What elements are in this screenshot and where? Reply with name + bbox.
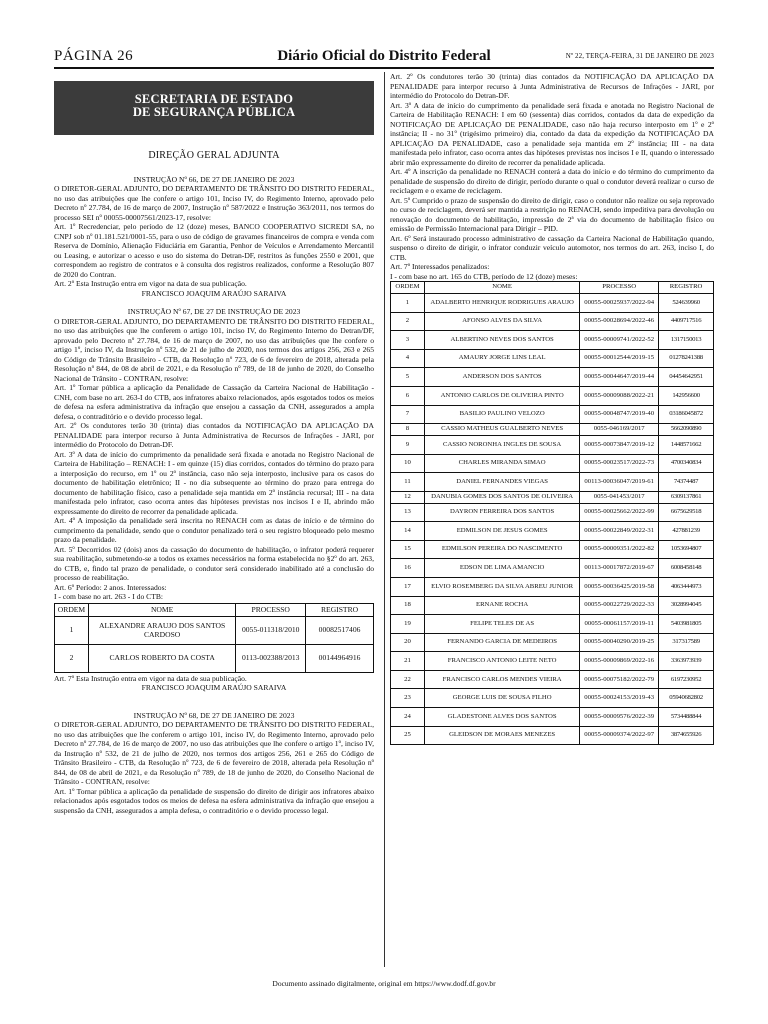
instruction-68-art5: Art. 5º Cumprido o prazo de suspensão do direito de dirigir, caso o condutor não realize ou seja reprovado no curso de reciclagem, deverá ser mantida a restrição no RENACH, sendo impeditiva para devolução ou renovação do documento de habilitação, impressão de 2ª via do documento de habilitação físico ou emissão de Permissão Internacional para Dirigir – PID. [390,195,714,233]
left-column [54,72,374,815]
cell-registro: 04454642951 [659,368,714,387]
cell-ordem: 11 [391,473,425,492]
cell-nome: ELVIO ROSEMBERG DA SILVA ABREU JUNIOR [424,577,579,596]
cell-processo: 00055-00009374/2022-97 [580,726,659,745]
instruction-67-signer: FRANCISCO JOAQUIM ARAÚJO SARAIVA [141,683,287,692]
cell-nome: ANTONIO CARLOS DE OLIVEIRA PINTO [424,386,579,405]
instruction-67-art1: Art. 1º Tornar pública a aplicação da Penalidade de Cassação da Carteira Nacional de Habilitação - CNH, com base no art. 263-I do CTB, aos infratores abaixo relacionados, após esgotados todos os meios de defesa na esfera administrativa da infração que ensejou a cassação da CNH, assegurados a ampla defesa, o contraditório e o devido processo legal. [54,383,374,421]
cell-nome: DAYRON FERREIRA DOS SANTOS [424,503,579,522]
cell-ordem: 21 [391,652,425,671]
cell-ordem: 13 [391,503,425,522]
col-header-nome: NOME [424,282,579,294]
cell-ordem: 16 [391,559,425,578]
cell-processo: 00055-00009351/2022-82 [580,540,659,559]
cell-ordem: 17 [391,577,425,596]
cell-registro: 5662090890 [659,424,714,436]
table-row [391,540,714,559]
cell-registro: 00144964916 [306,644,374,672]
cell-registro: 142956600 [659,386,714,405]
instruction-67-art7: Art. 7º Esta Instrução entra em vigor na data de sua publicação. [54,673,247,683]
cell-registro: 6675629518 [659,503,714,522]
cell-ordem: 2 [55,644,89,672]
cell-processo: 0113-002388/2013 [236,644,306,672]
cell-nome: ADALBERTO HENRIQUE RODRIGUES ARAUJO [424,294,579,313]
cell-nome: AFONSO ALVES DA SILVA [424,312,579,331]
cell-nome: EDSON DE LIMA AMANCIO [424,559,579,578]
right-column [390,72,714,745]
cell-processo: 00055-00028694/2022-46 [580,312,659,331]
cell-processo: 00055-00009741/2022-52 [580,331,659,350]
cell-processo: 00055-00075182/2022-79 [580,670,659,689]
header-rule [54,67,714,69]
cell-ordem: 8 [391,424,425,436]
cell-processo: 00055-00040290/2019-25 [580,633,659,652]
instruction-67-title: INSTRUÇÃO Nº 67, DE 27 DE INSTRUÇÃO DE 2023 [127,307,301,316]
instruction-67-art3: Art. 3º A data de início do cumprimento da penalidade será fixada e anotada no Registro Nacional de Carteira de Habilitação – RENACH: I - em quinze (15) dias corridos, contados do término do prazo para a interposição do recurso, em 1º ou 2º instância, caso não seja interposto, inclusive para os casos do documento de habilitação eletrônico; II - no dia subsequente ao término do prazo para entrega do documento de habilitação físico, caso a penalidade seja mantida em 2º instância recursal; III - na data manifestada pelo infrator, caso ocorra antes das hipóteses previstas nos incisos I e II, abrindo mão expressamente do direito de recorrer da penalidade aplicada. [54,449,374,516]
cell-nome: GLEIDSON DE MORAES MENEZES [424,726,579,745]
instruction-68-art2: Art. 2º Os condutores terão 30 (trinta) dias contados da NOTIFICAÇÃO DA APLICAÇÃO DA PENALIDADE para interpor recurso à Junta Administrativa de Recursos de Infrações - JARI, por intermédio do Protocolo do Detran-DF. [390,72,714,100]
table-row [391,652,714,671]
cell-processo: 00055-00024153/2019-43 [580,689,659,708]
cell-registro: 6309137861 [659,491,714,503]
cell-ordem: 19 [391,615,425,634]
banner-line-1: SECRETARIA DE ESTADO [134,92,294,106]
cell-ordem: 20 [391,633,425,652]
cell-processo: 0055-046169/2017 [580,424,659,436]
table-row [391,503,714,522]
table-row [391,424,714,436]
cell-processo: 00055-00025662/2022-99 [580,503,659,522]
table-row [391,312,714,331]
col-header-registro: REGISTRO [306,603,374,616]
instruction-66-title: INSTRUÇÃO Nº 66, DE 27 DE JANEIRO DE 2023 [133,174,295,184]
cell-registro: 05940682802 [659,689,714,708]
col-header-ordem: ORDEM [55,603,89,616]
cell-registro: 4700340834 [659,454,714,473]
journal-title: Diário Oficial do Distrito Federal [277,48,491,64]
table-row [391,454,714,473]
table-row [391,708,714,727]
cell-registro: 3028994045 [659,596,714,615]
instruction-67-art5: Art. 5º Decorridos 02 (dois) anos da cassação do documento de habilitação, o infrator poderá requerer sua reabilitação, submetendo-se a todos os exames necessários na forma estabelecida no §2º do art. 263, do CTB, e, findo tal prazo de penalidade, o condutor será considerado inabilitado até a conclusão do processo de reabilitação. [54,544,374,582]
cell-processo: 00055-00012544/2019-15 [580,349,659,368]
cell-ordem: 24 [391,708,425,727]
cell-processo: 00055-00022729/2022-33 [580,596,659,615]
table-row [55,616,374,644]
cell-nome: BASILIO PAULINO VELOZO [424,405,579,424]
table-row [391,368,714,387]
cell-registro: 1448571662 [659,435,714,454]
cell-ordem: 1 [391,294,425,313]
table-row [391,689,714,708]
page-header [54,48,714,68]
instruction-68-art1: Art. 1º Tornar pública a aplicação da penalidade de suspensão do direito de dirigir aos infratores abaixo relacionados após esgotados todos os meios de defesa na esfera administrativa da infração que ensejou a suspensão da CNH, assegurados a ampla defesa, o contraditório e o devido processo legal. [54,786,374,815]
cell-registro: 6197230952 [659,670,714,689]
cell-ordem: 15 [391,540,425,559]
cell-ordem: 18 [391,596,425,615]
instruction-67-basis: I - com base no art. 263 - I do CTB: [54,592,164,601]
cell-nome: FELIPE TELES DE AS [424,615,579,634]
cell-processo: 00055-00048747/2019-40 [580,405,659,424]
cell-ordem: 23 [391,689,425,708]
banner-line-2: DE SEGURANÇA PÚBLICA [132,105,296,119]
department-subtitle: DIREÇÃO GERAL ADJUNTA [148,150,280,161]
table-header-row [55,603,374,616]
instruction-67-art6: Art. 6º Período: 2 anos. Interessados: [54,582,167,592]
instruction-68-art4: Art. 4º A inscrição da penalidade no RENACH conterá a data do início e do término do cumprimento da penalidade de suspensão do direito de dirigir, período durante o qual o condutor deverá realizar o curso de reciclagem e o exame de reciclagem. [390,167,714,195]
cell-ordem: 14 [391,522,425,541]
section-banner [54,81,374,135]
instruction-68-basis: I - com base no art. 165 do CTB, período de 12 (doze) meses: [390,271,578,281]
cell-processo: 00055-00022849/2022-31 [580,522,659,541]
cell-nome: FRANCISCO ANTONIO LEITE NETO [424,652,579,671]
cell-ordem: 6 [391,386,425,405]
cell-ordem: 9 [391,435,425,454]
cell-registro: 317317589 [659,633,714,652]
table-row [391,349,714,368]
instruction-68-art6: Art. 6º Será instaurado processo administrativo de cassação da Carteira Nacional de Habilitação quando, suspenso o direito de dirigir, o infrator conduzir veículo automotor, nos termos do art. 263, inciso I, do CTB. [390,233,714,262]
cell-registro: 00082517406 [306,616,374,644]
cell-registro: 6008458148 [659,559,714,578]
table-row [391,596,714,615]
cell-nome: EDMILSON DE JESUS GOMES [424,522,579,541]
table-row [391,331,714,350]
cell-nome: ALEXANDRE ARAUJO DOS SANTOS CARDOSO [88,616,235,644]
col-header-processo: PROCESSO [236,603,306,616]
cell-processo: 00055-00025937/2022-94 [580,294,659,313]
table-row [391,294,714,313]
cell-ordem: 5 [391,368,425,387]
cell-nome: CHARLES MIRANDA SIMAO [424,454,579,473]
cell-registro: 1053694807 [659,540,714,559]
cell-registro: 3363973939 [659,652,714,671]
cell-processo: 00055-00009576/2022-39 [580,708,659,727]
cell-nome: GLADESTONE ALVES DOS SANTOS [424,708,579,727]
cell-nome: AMAURY JORGE LINS LEAL [424,349,579,368]
cell-nome: EDMILSON PEREIRA DO NASCIMENTO [424,540,579,559]
cassation-table [54,603,374,673]
table-row [55,644,374,672]
instruction-68-art3: Art. 3º A data de início do cumprimento da penalidade será fixada e anotada no Registro Nacional de Carteira de Habilitação RENACH: I em 60 (sessenta) dias corridos, contados da data de expedição da NOTIFICAÇÃO DE APLICAÇÃO DE PENALIDADE, caso não haja recurso interposto em 1º e 2º instância; II - no 31º (trigésimo primeiro) dia, contado da data da expedição da NOTIFICAÇÃO DA APLICAÇÃO DA PENALIDADE, caso a penalidade seja mantida em 2º instância; III - na data manifestada pelo infrator, caso ocorra antes das hipóteses previstas nos incisos I e II, quando o interessado abrir mão expressamente do direito de recorrer da penalidade aplicada. [390,100,714,167]
cell-registro: 5734488844 [659,708,714,727]
cell-nome: CARLOS ROBERTO DA COSTA [88,644,235,672]
cell-nome: FRANCISCO CARLOS MENDES VIEIRA [424,670,579,689]
cell-registro: 1317150013 [659,331,714,350]
cell-nome: DANIEL FERNANDES VIEGAS [424,473,579,492]
instruction-66-signer: FRANCISCO JOAQUIM ARAÚJO SARAIVA [141,288,287,298]
cell-registro: 4409717516 [659,312,714,331]
col-header-ordem: ORDEM [391,282,425,294]
page-number: PÁGINA 26 [54,48,134,64]
instruction-68-preamble: O DIRETOR-GERAL ADJUNTO, DO DEPARTAMENTO DE TRÂNSITO DO DISTRITO FEDERAL, no uso das atribuições que lhe conferem o artigo 101, inciso IV, do Regimento Interno, aprovado pelo Decreto nº 27.784, de 16 de março de 2007, no uso das atribuições que lhe confere o artigo 1º, inciso IV, da Instrução nº 532, de 21 de julho de 2020, nos termos dos artigos 256, 261 e 265 do Código de Trânsito Brasileiro - CTB, da Resolução nº 723, de 6 de fevereiro de 2018, alterada pela Resolução nº 844, de 08 de abril de 2021, e da Resolução nº 789, de 18 de junho de 2020, do Conselho Nacional de Trânsito - CONTRAN, resolve: [54,720,374,786]
cell-nome: ANDERSON DOS SANTOS [424,368,579,387]
table-row [391,386,714,405]
table-row [391,559,714,578]
cell-registro: 4063444973 [659,577,714,596]
col-header-processo: PROCESSO [580,282,659,294]
cell-ordem: 2 [391,312,425,331]
instruction-66-art2: Art. 2º Esta Instrução entra em vigor na data de sua publicação. [54,279,247,288]
cell-registro: 03186045872 [659,405,714,424]
col-header-registro: REGISTRO [659,282,714,294]
cell-processo: 00055-00023517/2022-73 [580,454,659,473]
instruction-67-preamble: O DIRETOR-GERAL ADJUNTO, DO DEPARTAMENTO DE TRÂNSITO DO DISTRITO FEDERAL, no uso das atribuições que lhe conferem o artigo 101, inciso IV, do Regimento Interno do Detran/DF, aprovado pelo Decreto nº 27.784, de 16 de março de 2007, no uso das atribuições que lhe confere o artigo 1º, inciso IV, da Instrução nº 532, de 21 de julho de 2020, nos termos dos artigos 256, 263 e 265 do Código de Trânsito Brasileiro - CTB, da Resolução nº 723, de 6 de fevereiro de 2018, alterada pela Resolução nº 844, de 08 de abril de 2021, e da Resolução nº 789, de 18 de junho de 2020, do Conselho Nacional de Trânsito - CONTRAN, resolve: [54,316,374,383]
cell-ordem: 25 [391,726,425,745]
cell-registro: 524639960 [659,294,714,313]
cell-registro: 74374487 [659,473,714,492]
instruction-68-art7: Art. 7º Interessados penalizados: [390,262,490,271]
instruction-66-preamble: O DIRETOR-GERAL ADJUNTO, DO DEPARTAMENTO DE TRÂNSITO DO DISTRITO FEDERAL, no uso das atribuições que lhe confere o artigo 101, Inciso IV, do Regimento Interno, aprovado pelo Decreto nº 27.784, de 16 de março de 2007, Instrução nº 587/2022 e Instrução 363/2011, nos termos do processo SEI nº 00055-00007561/2023-17, resolve: [54,184,374,222]
cell-ordem: 12 [391,491,425,503]
cell-ordem: 4 [391,349,425,368]
digital-signature-note: Documento assinado digitalmente, original em https://www.dodf.df.gov.br [272,979,496,988]
cell-processo: 00055-00009869/2022-16 [580,652,659,671]
cell-nome: ALBERTINO NEVES DOS SANTOS [424,331,579,350]
cell-nome: CASSIO NORONHA INGLES DE SOUSA [424,435,579,454]
issue-date: Nº 22, TERÇA-FEIRA, 31 DE JANEIRO DE 2023 [565,52,714,60]
cell-registro: 3874655926 [659,726,714,745]
table-row [391,405,714,424]
cell-processo: 00055-00036425/2019-58 [580,577,659,596]
cell-processo: 0055-011318/2010 [236,616,306,644]
instruction-67-art2: Art. 2º Os condutores terão 30 (trinta) dias contados da NOTIFICAÇÃO DA APLICAÇÃO DA PENALIDADE para interpor recurso à Junta Administrativa de Recursos de Infrações - JARI, por intermédio do Protocolo do Detran-DF. [54,421,374,449]
instruction-67-art4: Art. 4º A imposição da penalidade será inscrita no RENACH com as datas de início e de término do cumprimento da penalidade, sendo que o condutor penalizado terá o seu registro bloqueado pelo mesmo prazo da penalidade. [54,516,374,544]
table-row [391,615,714,634]
table-row [391,435,714,454]
cell-processo: 00055-00044647/2019-44 [580,368,659,387]
cell-ordem: 3 [391,331,425,350]
suspension-table [390,281,714,745]
table-row [391,726,714,745]
cell-processo: 00113-00017872/2019-67 [580,559,659,578]
table-row [391,491,714,503]
table-row [391,577,714,596]
cell-processo: 00055-00009088/2022-21 [580,386,659,405]
cell-ordem: 7 [391,405,425,424]
instruction-66-art1: Art. 1º Recredenciar, pelo período de 12 (doze) meses, BANCO COOPERATIVO SICREDI SA, no CNPJ sob nº 01.181.521/0001-55, para o uso de código de gravames financeiros de compra e venda com Reserva de Domínio, Alienação Fiduciária em Garantia, Penhor de Veículos e Arrendamento Mercantil ou Leasing, e autorizar o acesso e uso do sistema do Detran-DF, restritos às funções 2550 e 2001, que correspondem ao registro de contratos e à consulta dos registros realizados, conforme a Resolução 807 de 2020 do Contran. [54,222,374,279]
cell-ordem: 10 [391,454,425,473]
cell-nome: FERNANDO GARCIA DE MEDEIROS [424,633,579,652]
cell-processo: 00055-00061157/2019-11 [580,615,659,634]
table-row [391,633,714,652]
cell-ordem: 1 [55,616,89,644]
cell-registro: 01278241388 [659,349,714,368]
cell-ordem: 22 [391,670,425,689]
cell-registro: 5403981805 [659,615,714,634]
cell-nome: GEORGE LUIS DE SOUSA FILHO [424,689,579,708]
cell-nome: DANUBIA GOMES DOS SANTOS DE OLIVEIRA [424,491,579,503]
table-row [391,522,714,541]
table-header-row [391,282,714,294]
cell-processo: 00113-00036047/2019-61 [580,473,659,492]
table-row [391,670,714,689]
column-divider [384,72,385,967]
cell-registro: 427881239 [659,522,714,541]
col-header-nome: NOME [88,603,235,616]
table-row [391,473,714,492]
cell-nome: ERNANE ROCHA [424,596,579,615]
cell-processo: 00055-00073847/2019-12 [580,435,659,454]
cell-nome: CASSIO MATHEUS GUALBERTO NEVES [424,424,579,436]
instruction-68-title: INSTRUÇÃO Nº 68, DE 27 DE JANEIRO DE 2023 [133,710,295,720]
cell-processo: 0055-041453/2017 [580,491,659,503]
